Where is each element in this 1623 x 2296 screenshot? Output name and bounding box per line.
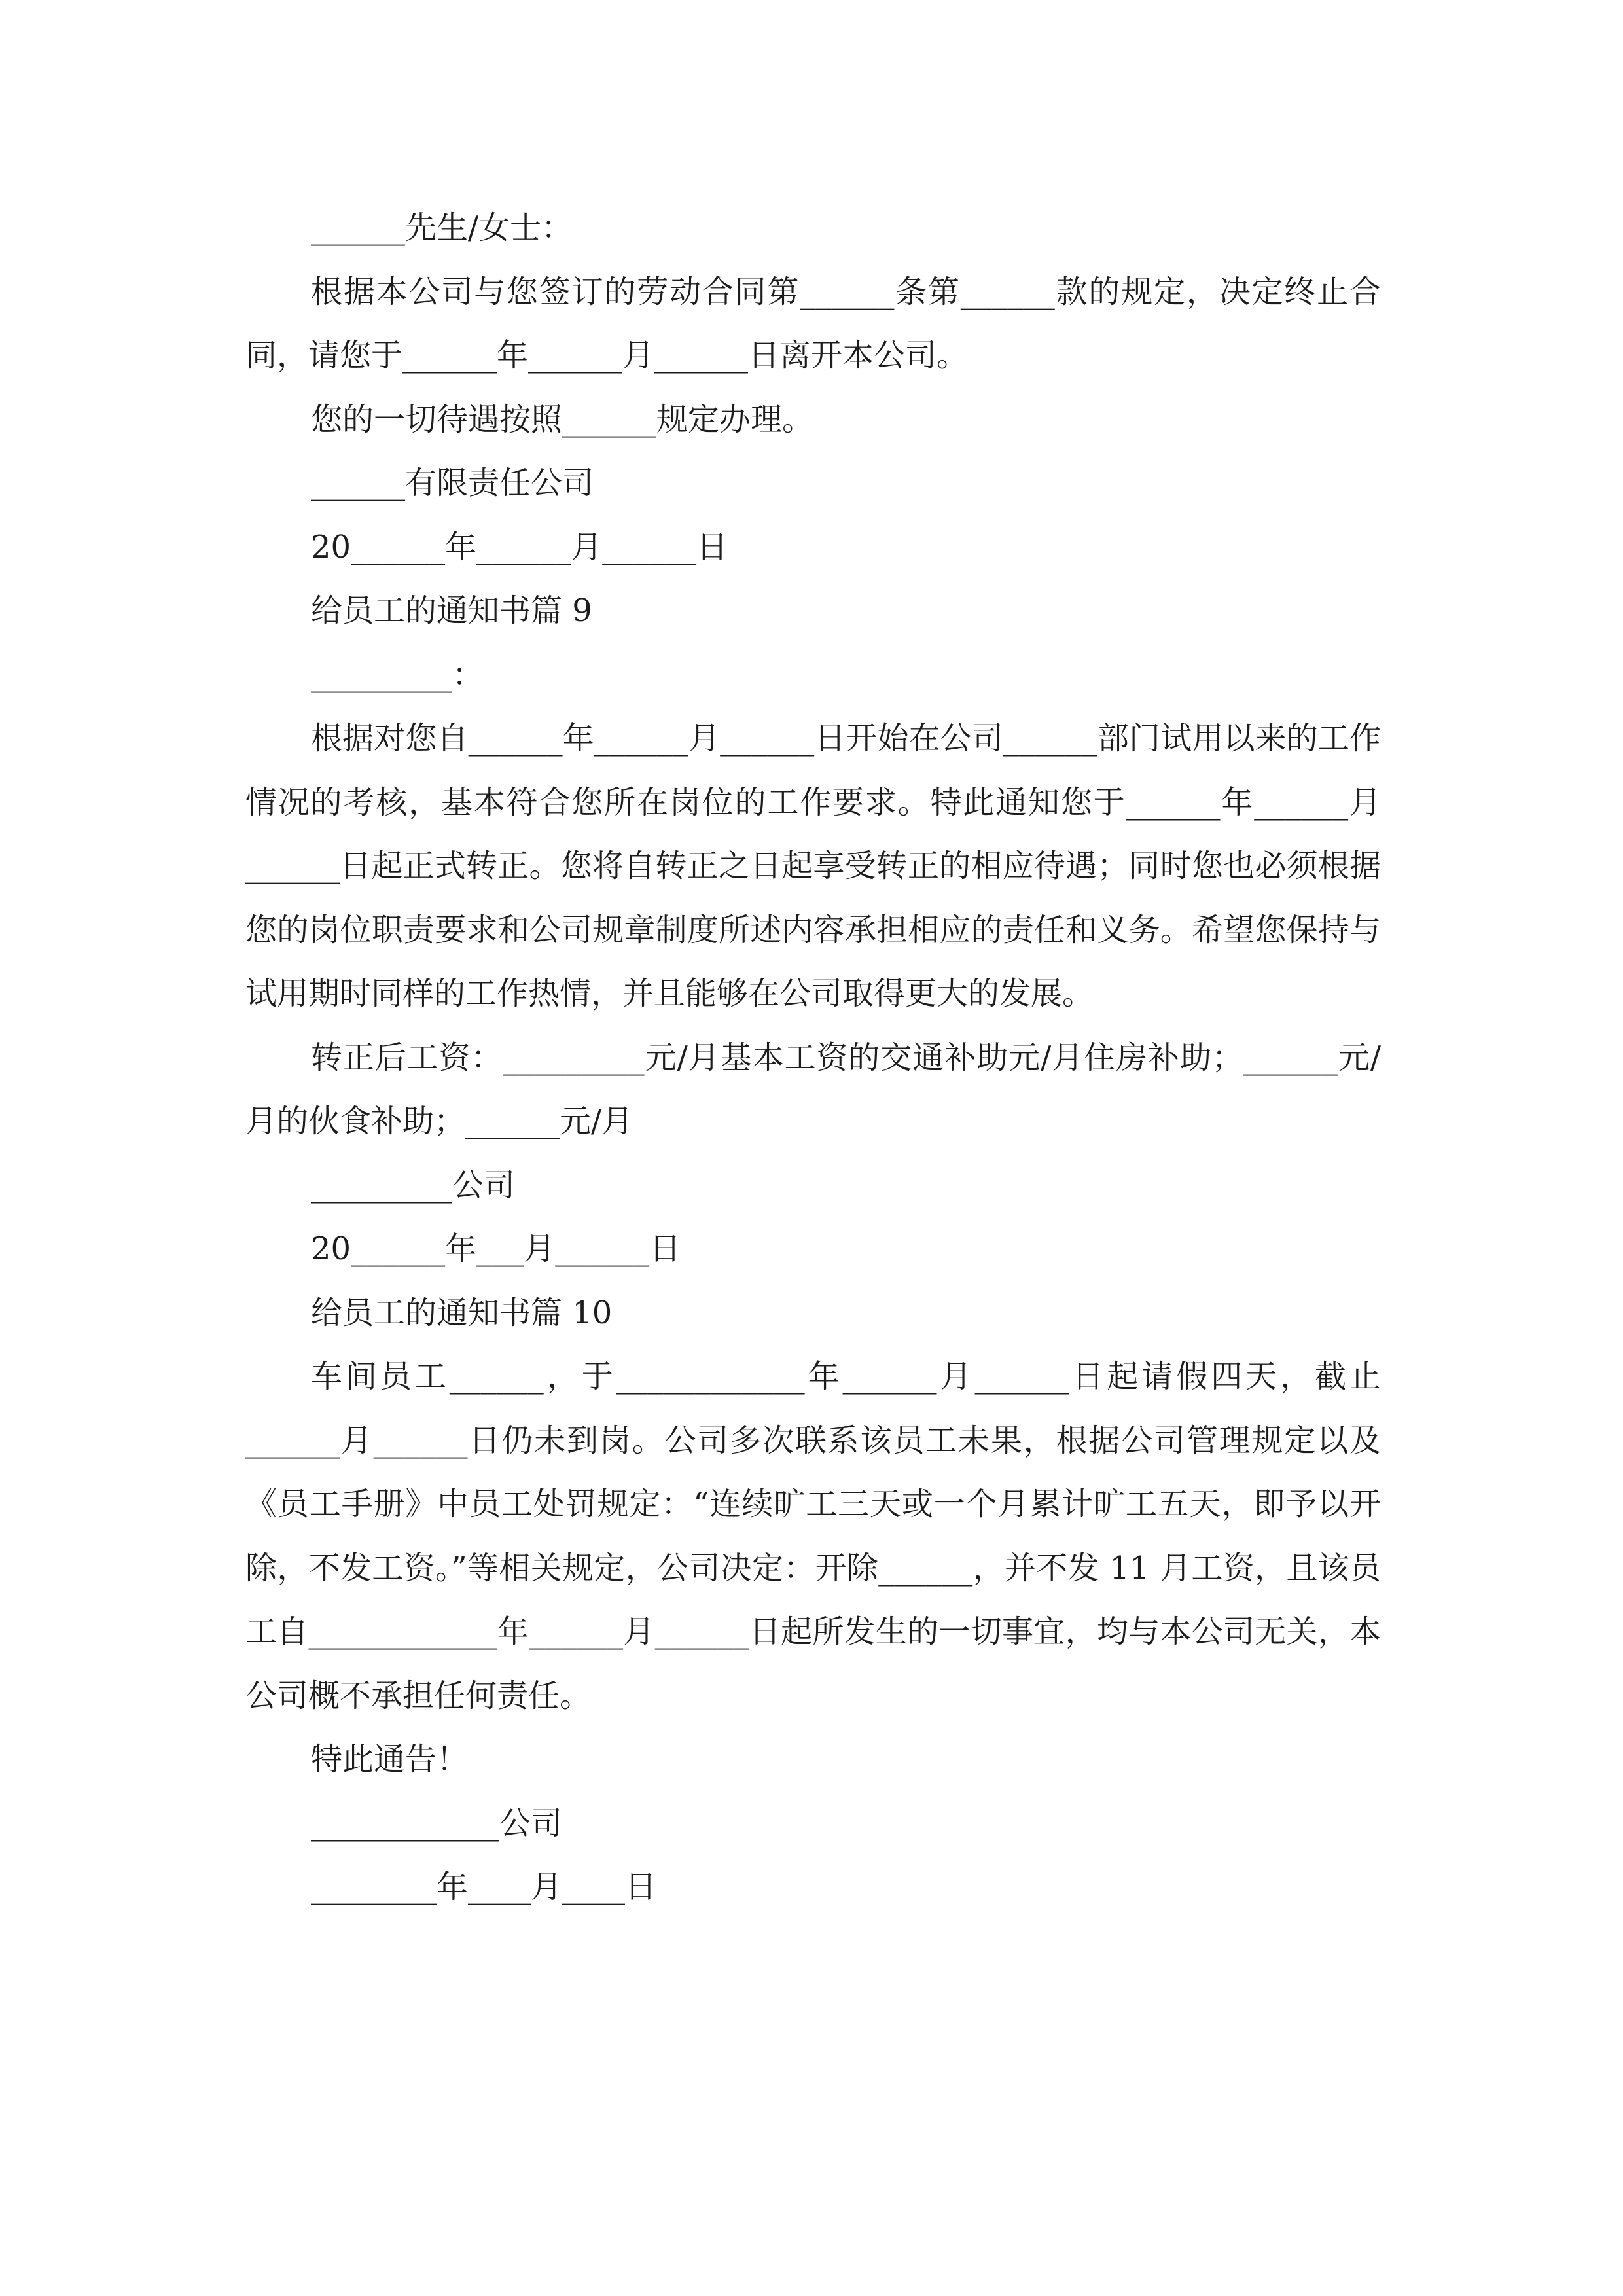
- salary-paragraph: 转正后工资：_________元/月基本工资的交通补助元/月住房补助；______元/月的伙食补助；______元/月: [245, 1039, 1381, 1139]
- company-signature-3: ____________公司: [311, 1804, 563, 1842]
- salutation-line: ______先生/女士：: [311, 209, 573, 246]
- treatment-line: 您的一切待遇按照______规定办理。: [311, 401, 814, 438]
- section-heading-9: 给员工的通知书篇 9: [311, 592, 592, 629]
- date-line-2: 20______年___月______日: [311, 1230, 681, 1267]
- section-heading-10: 给员工的通知书篇 10: [311, 1294, 613, 1331]
- company-signature-2: _________公司: [311, 1166, 516, 1204]
- document-body: [245, 196, 1381, 1920]
- termination-paragraph: 根据本公司与您签订的劳动合同第______条第______款的规定，决定终止合同，请您于______年______月______日离开本公司。: [245, 273, 1381, 374]
- salutation-line-2: _________：: [311, 656, 484, 693]
- dismissal-paragraph: 车间员工______，于____________年______月______日起请假四天，截止______月______日仍未到岗。公司多次联系该员工未果，根据公司管理规定以及《员工手册》中员工处罚规定：“连续旷工三天或一个月累计旷工五天，即予以开除，不发工资。”等相关规定，公司决定：开除______，并不发 11 月工资，且该员工自____________年______月______日起所发生的一切事宜，均与本公司无关，本公司概不承担任何责任。: [245, 1358, 1381, 1714]
- probation-paragraph: 根据对您自______年______月______日开始在公司______部门试用以来的工作情况的考核，基本符合您所在岗位的工作要求。特此通知您于______年______月______日起正式转正。您将自转正之日起享受转正的相应待遇；同时您也必须根据您的岗位职责要求和公司规章制度所述内容承担相应的责任和义务。希望您保持与试用期时同样的工作热情，并且能够在公司取得更大的发展。: [245, 720, 1381, 1012]
- date-line-3: ________年____月____日: [311, 1869, 657, 1905]
- notice-closing: 特此通告！: [311, 1741, 469, 1778]
- date-line: 20______年______月______日: [311, 528, 728, 565]
- company-signature: ______有限责任公司: [311, 465, 594, 501]
